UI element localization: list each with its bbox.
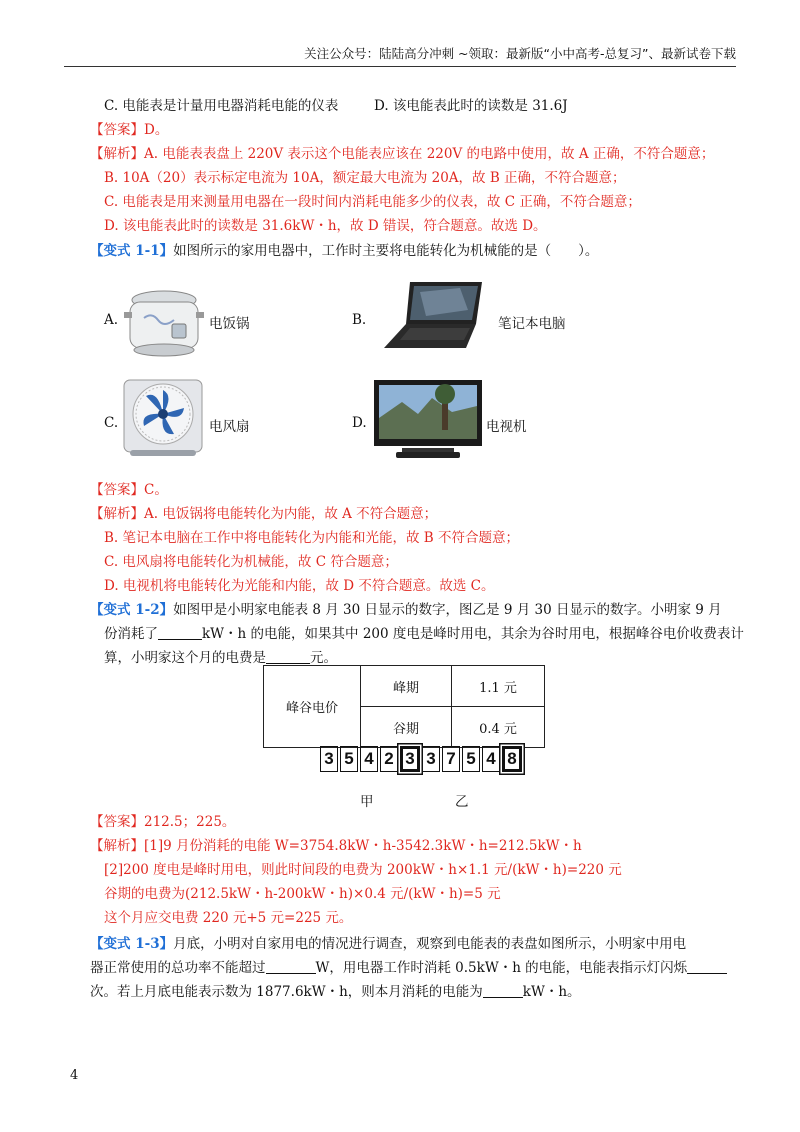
analysis-line: B. 笔记本电脑在工作中将电能转化为内能和光能，故 B 不符合题意； [104, 530, 520, 546]
option-letter: B. [352, 312, 367, 328]
question-tag: 【变式 1-1】 [90, 243, 174, 259]
question-text: 月底，小明对自家用电的情况进行调查，观察到电能表的表盘如图所示，小明家中用电 [173, 936, 687, 952]
meter-digit: 4 [360, 746, 378, 772]
meter-digit: 2 [380, 746, 398, 772]
question-text: 份消耗了 [104, 626, 158, 642]
meter-digit: 5 [340, 746, 358, 772]
option-name: 电饭锅 [209, 316, 250, 332]
answer: 【答案】212.5；225。 [90, 814, 236, 830]
caption-jia: 甲 [360, 794, 374, 810]
analysis-line: D. 该电能表此时的读数是 31.6kW・h，故 D 错误，符合题意。故选 D。 [104, 218, 547, 234]
price-cell: 1.1 元 [452, 666, 545, 707]
analysis-line: 这个月应交电费 220 元+5 元=225 元。 [104, 910, 353, 926]
price-table-header: 峰谷电价 [264, 666, 361, 748]
option-name: 电风扇 [209, 419, 250, 435]
laptop-icon [380, 280, 490, 356]
meter-jia [320, 746, 420, 772]
meter-digit: 7 [442, 746, 460, 772]
fan-icon [122, 378, 204, 462]
question-tag: 【变式 1-2】 [90, 602, 174, 618]
analysis-line: D. 电视机将电能转化为光能和内能，故 D 不符合题意。故选 C。 [104, 578, 495, 594]
question-text: 元。 [310, 650, 337, 666]
price-table [263, 665, 545, 748]
question-text [90, 982, 581, 1002]
option-d: D. 该电能表此时的读数是 31.6J [374, 98, 568, 114]
analysis-line: B. 10A（20）表示标定电流为 10A，额定最大电流为 20A，故 B 正确，不符合题意； [104, 170, 626, 186]
option-letter: C. [104, 415, 119, 431]
page-number: 4 [70, 1068, 79, 1083]
meter-yi [422, 746, 522, 772]
question-text: W，用电器工作时消耗 0.5kW・h 的电能，电能表指示灯闪烁 [315, 960, 688, 976]
meter-digit: 3 [422, 746, 440, 772]
analysis-line: 【解析】A. 电饭锅将电能转化为内能，故 A 不符合题意； [90, 506, 438, 522]
question-tag: 【变式 1-3】 [90, 936, 174, 952]
answer-blank[interactable] [687, 959, 727, 974]
question-text: kW・h。 [522, 984, 581, 1000]
question-text: 如图所示的家用电器中，工作时主要将电能转化为机械能的是（ ）。 [173, 243, 599, 259]
option-letter: A. [104, 312, 119, 328]
option-letter: D. [352, 415, 367, 431]
answer: 【答案】D。 [90, 122, 169, 138]
analysis-line: C. 电风扇将电能转化为机械能，故 C 符合题意； [104, 554, 398, 570]
analysis-line: 谷期的电费为(212.5kW・h-200kW・h)×0.4 元/(kW・h)=5 元 [104, 886, 501, 902]
meter-digit: 4 [482, 746, 500, 772]
header-rule [64, 66, 736, 67]
meter-digit-decimal: 8 [502, 746, 522, 772]
question-text: 如图甲是小明家电能表 8 月 30 日显示的数字，图乙是 9 月 30 日显示的数字。小明家 9 月 [173, 602, 722, 618]
option-c: C. 电能表是计量用电器消耗电能的仪表 [104, 98, 339, 114]
meter-digit: 3 [320, 746, 338, 772]
page-header: 关注公众号：陆陆高分冲刺 ~领取：最新版“小中高考-总复习”、最新试卷下载 [304, 46, 736, 61]
analysis-line: [2]200 度电是峰时用电，则此时间段的电费为 200kW・h×1.1 元/(kW・h)=220 元 [104, 862, 622, 878]
answer-blank[interactable] [266, 959, 316, 974]
question-text [104, 624, 744, 644]
meter-digit-decimal: 3 [400, 746, 420, 772]
period-cell: 峰期 [361, 666, 452, 707]
tv-icon [372, 378, 484, 464]
answer-blank[interactable] [266, 649, 310, 664]
period-cell: 谷期 [361, 707, 452, 748]
question-stem [90, 241, 598, 261]
question-text: 算，小明家这个月的电费是 [104, 650, 266, 666]
question-text: kW・h 的电能，如果其中 200 度电是峰时用电，其余为谷时用电，根据峰谷电价收费表计 [202, 626, 744, 642]
price-cell: 0.4 元 [452, 707, 545, 748]
option-name: 笔记本电脑 [498, 316, 566, 332]
question-stem [90, 600, 722, 620]
analysis-line: C. 电能表是用来测量用电器在一段时间内消耗电能多少的仪表，故 C 正确，不符合题意； [104, 194, 641, 210]
answer-blank[interactable] [158, 625, 202, 640]
question-text: 器正常使用的总功率不能超过 [90, 960, 266, 976]
meter-digit: 5 [462, 746, 480, 772]
answer-blank[interactable] [483, 983, 523, 998]
option-name: 电视机 [486, 419, 527, 435]
answer: 【答案】C。 [90, 482, 168, 498]
analysis-line: 【解析】A. 电能表表盘上 220V 表示这个电能表应该在 220V 的电路中使用，故 A 正确，不符合题意； [90, 146, 715, 162]
question-text [90, 958, 727, 978]
caption-yi: 乙 [455, 794, 469, 810]
question-stem [90, 934, 686, 954]
question-text: 次。若上月底电能表示数为 1877.6kW・h，则本月消耗的电能为 [90, 984, 483, 1000]
analysis-line: 【解析】[1]9 月份消耗的电能 W=3754.8kW・h-3542.3kW・h=212.5kW・h [90, 838, 582, 854]
rice-cooker-icon [122, 288, 206, 366]
